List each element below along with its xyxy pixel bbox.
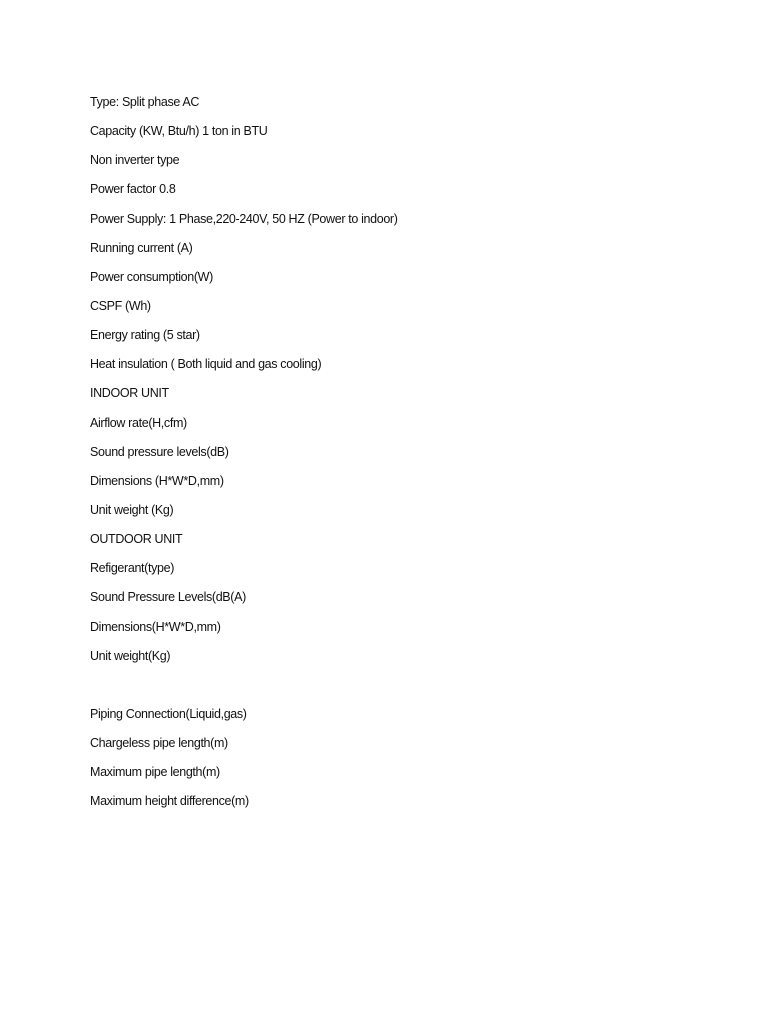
spec-line-indoor-sound-pressure: Sound pressure levels(dB) [90,444,229,459]
spec-line-maximum-pipe-length: Maximum pipe length(m) [90,765,220,780]
spec-line-heat-insulation: Heat insulation ( Both liquid and gas cooling) [90,357,322,372]
spec-line-outdoor-unit-weight: Unit weight(Kg) [90,648,171,663]
spec-line-indoor-dimensions: Dimensions (H*W*D,mm) [90,473,224,488]
spec-line-chargeless-pipe-length: Chargeless pipe length(m) [90,736,228,751]
spec-line-running-current: Running current (A) [90,240,193,255]
section-heading-indoor-unit: INDOOR UNIT [90,386,169,401]
spec-line-power-factor: Power factor 0.8 [90,182,176,197]
spec-line-power-consumption: Power consumption(W) [90,269,213,284]
spec-line-capacity: Capacity (KW, Btu/h) 1 ton in BTU [90,124,268,139]
section-heading-outdoor-unit: OUTDOOR UNIT [90,532,183,547]
spec-line-inverter-type: Non inverter type [90,153,180,168]
spec-line-maximum-height-difference: Maximum height difference(m) [90,794,249,809]
spec-list [90,92,730,821]
spec-line-type: Type: Split phase AC [90,95,200,109]
spec-line-outdoor-dimensions: Dimensions(H*W*D,mm) [90,619,221,634]
spec-line-cspf: CSPF (Wh) [90,298,151,313]
spec-line-piping-connection: Piping Connection(Liquid,gas) [90,706,247,721]
spec-line-airflow-rate: Airflow rate(H,cfm) [90,415,187,430]
spec-line-outdoor-sound-pressure: Sound Pressure Levels(dB(A) [90,590,246,605]
spec-line-refrigerant: Refigerant(type) [90,561,175,576]
spec-line-power-supply: Power Supply: 1 Phase,220-240V, 50 HZ (Power to indoor) [90,211,398,226]
blank-line [90,675,730,704]
spec-line-indoor-unit-weight: Unit weight (Kg) [90,502,174,517]
spec-line-energy-rating: Energy rating (5 star) [90,328,200,343]
